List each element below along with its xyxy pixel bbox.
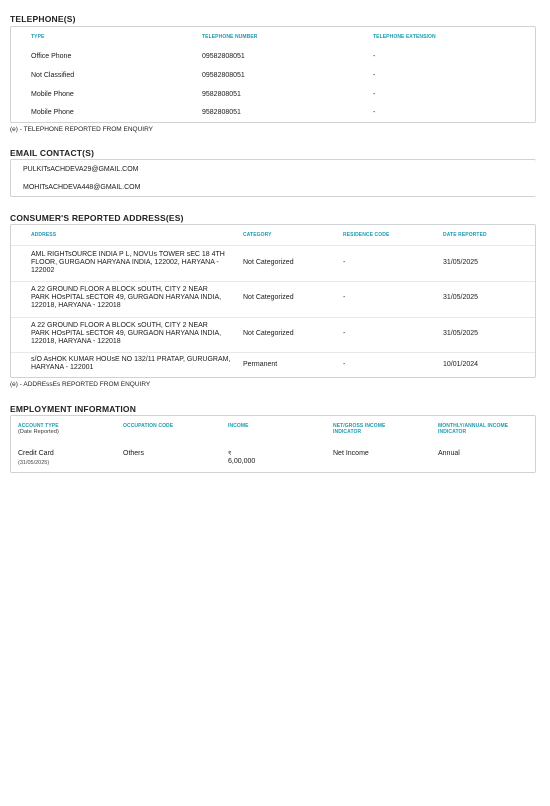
col-header-monthly-annual: MONTHLY/ANNUAL INCOME INDICATOR (438, 423, 509, 435)
employment-account-type: Credit Card (18, 450, 54, 457)
col-header-account-type (18, 424, 59, 435)
col-header-income: INCOME (228, 423, 249, 429)
col-header-net-gross: NET/GROSS INCOME INDICATOR (333, 423, 386, 435)
col-header-date-reported: DATE REPORTED (443, 232, 487, 238)
address-date: 10/01/2024 (443, 361, 479, 368)
address-category: Not Categorized (243, 330, 294, 337)
phone-type: Not Classified (31, 72, 75, 79)
address-date: 31/05/2025 (443, 330, 479, 337)
address-text: AML RIGHTsOURCE INDIA P L, NOVUs TOWER sEC 18 4TH FLOOR, GURGAON HARYANA INDIA, 122002, HARYANA - 122002 (31, 251, 225, 274)
address-date: 31/05/2025 (443, 294, 479, 301)
phone-extension: - (373, 91, 376, 98)
employment-net-gross: Net Income (333, 450, 369, 457)
employment-date-reported: (31/05/2025) (18, 460, 50, 466)
email-item: MOHITsACHDEVA448@GMAIL.COM (23, 184, 141, 191)
col-header-telephone-number: TELEPHONE NUMBER (202, 34, 258, 40)
address-residence-code: - (343, 294, 346, 301)
address-text: A 22 GROUND FLOOR A BLOCK sOUTH, CITY 2 NEAR PARK HOsPITAL sECTOR 49, GURGAON HARYANA INDIA, 122018, HARYANA - 122018 (31, 286, 222, 309)
addresses-note: (e) - ADDREssEs REPORTED FROM ENQUIRY (10, 381, 151, 388)
phone-number: 9582808051 (202, 109, 241, 116)
emails-list (10, 159, 536, 197)
address-text: s/O AsHOK KUMAR HOUsE NO 132/11 PRATAP, GURUGRAM, HARYANA - 122001 (31, 356, 231, 371)
address-residence-code: - (343, 330, 346, 337)
phone-number: 9582808051 (202, 91, 241, 98)
emails-title: EMAIL CONTACT(S) (10, 148, 95, 158)
address-residence-code: - (343, 361, 346, 368)
addresses-table (10, 224, 536, 378)
col-header-category: CATEGORY (243, 232, 272, 238)
date-reported-subheader: (Date Reported) (18, 428, 59, 435)
telephones-note: (e) - TELEPHONE REPORTED FROM ENQUIRY (10, 126, 154, 133)
telephones-table (10, 26, 536, 123)
address-residence-code: - (343, 259, 346, 266)
addresses-title: CONSUMER'S REPORTED ADDRESS(ES) (10, 213, 184, 223)
phone-extension: - (373, 72, 376, 79)
address-date: 31/05/2025 (443, 259, 479, 266)
address-text: A 22 GROUND FLOOR A BLOCK sOUTH, CITY 2 NEAR PARK HOsPITAL sECTOR 49, GURGAON HARYANA INDIA, 122018, HARYANA - 122018 (31, 322, 222, 345)
employment-monthly-annual: Annual (438, 450, 460, 457)
col-header-telephone-extension: TELEPHONE EXTENSION (373, 34, 436, 40)
account-type-header: ACCOUNT TYPE (18, 423, 59, 429)
phone-type: Office Phone (31, 53, 72, 60)
address-category: Not Categorized (243, 294, 294, 301)
col-header-residence-code: RESIDENCE CODE (343, 232, 390, 238)
address-category: Permanent (243, 361, 278, 368)
address-category: Not Categorized (243, 259, 294, 266)
phone-type: Mobile Phone (31, 109, 74, 116)
col-header-type: TYPE (31, 34, 45, 40)
col-header-address: ADDRESS (31, 232, 57, 238)
col-header-occupation-code: OCCUPATION CODE (123, 423, 174, 429)
employment-title: EMPLOYMENT INFORMATION (10, 404, 137, 414)
phone-number: 09582808051 (202, 53, 245, 60)
phone-extension: - (373, 109, 376, 116)
phone-type: Mobile Phone (31, 91, 74, 98)
phone-number: 09582808051 (202, 72, 245, 79)
phone-extension: - (373, 53, 376, 60)
telephones-title: TELEPHONE(S) (10, 14, 76, 24)
rupee-icon: ₹ (228, 451, 232, 457)
employment-income: 6,00,000 (228, 458, 256, 465)
employment-table (10, 415, 536, 473)
email-item: PULKITsACHDEVA29@GMAIL.COM (23, 166, 139, 173)
employment-occupation: Others (123, 450, 145, 457)
